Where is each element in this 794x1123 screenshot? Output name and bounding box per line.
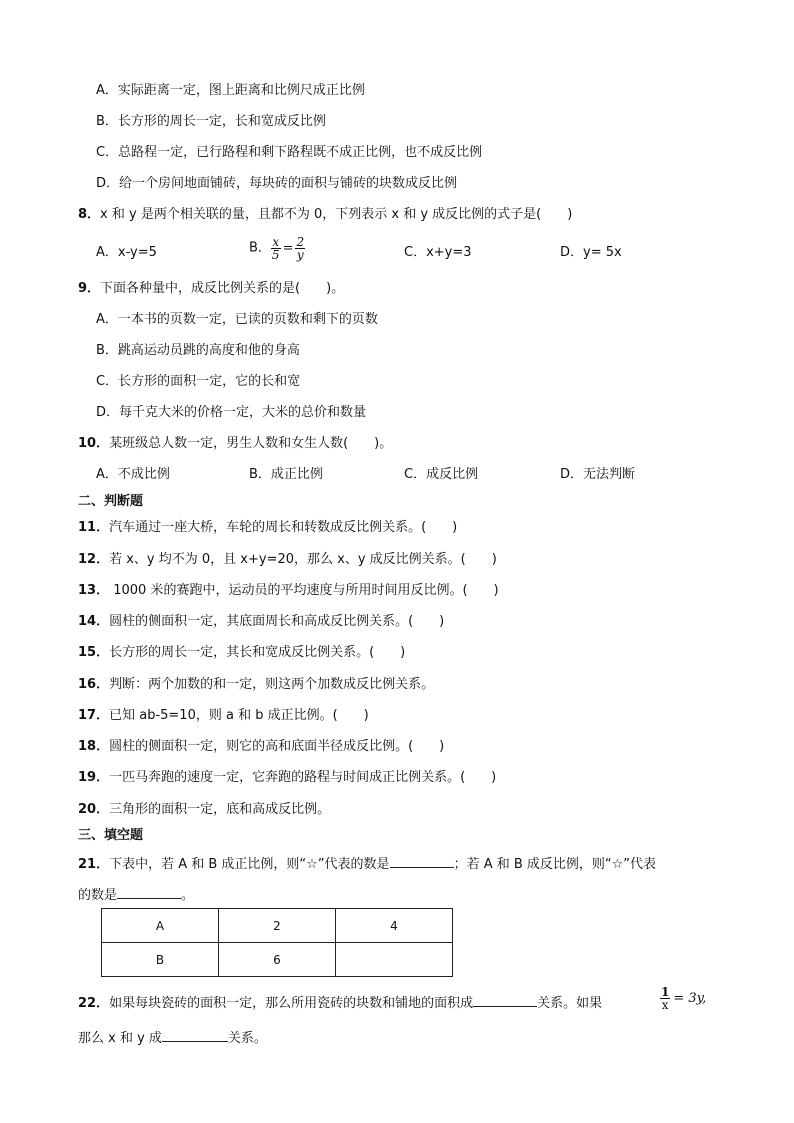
- table-row: [102, 943, 453, 977]
- q20-text: 三角形的面积一定，底和高成反比例。: [109, 802, 331, 817]
- q9-option-b: B．跳高运动员跳的高度和他的身高: [96, 343, 300, 358]
- q22-text-3: 那么 x 和 y 成: [78, 1031, 162, 1046]
- q16-number: 16．: [78, 677, 110, 692]
- q8-b-frac1-den: 5: [271, 248, 280, 262]
- section-3-heading: 三、填空题: [78, 828, 144, 843]
- q13: [78, 582, 499, 600]
- q20: [78, 801, 330, 819]
- table-row: [102, 909, 453, 943]
- q17-text: 已知 ab-5=10，则 a 和 b 成正比例。( ): [109, 708, 369, 723]
- q18-number: 18．: [78, 739, 110, 754]
- q13-text: 1000 米的赛跑中，运动员的平均速度与所用时间用反比例。( ): [109, 583, 499, 598]
- q8-option-a: A．x-y=5: [96, 245, 157, 260]
- q16-text: 判断：两个加数的和一定，则这两个加数成反比例关系。: [109, 677, 435, 692]
- q10-text: 某班级总人数一定，男生人数和女生人数( )。: [109, 436, 393, 451]
- q22-text-2: 关系。如果: [537, 996, 603, 1011]
- q22-frac-den: x: [661, 998, 669, 1012]
- q18-text: 圆柱的侧面积一定，则它的高和底面半径成反比例。( ): [109, 739, 445, 754]
- q22-equation: [660, 986, 706, 1011]
- q7-option-b: B．长方形的周长一定，长和宽成反比例: [96, 114, 326, 129]
- q8-stem: [78, 206, 572, 224]
- q8-text: x 和 y 是两个相关联的量，且都不为 0，下列表示 x 和 y 成反比例的式子是( ): [100, 207, 573, 222]
- q21-text-1: 下表中，若 A 和 B 成正比例，则“☆”代表的数是: [109, 857, 390, 872]
- q14-text: 圆柱的侧面积一定，其底面周长和高成反比例关系。( ): [109, 614, 445, 629]
- q22-text-1: 如果每块瓷砖的面积一定，那么所用瓷砖的块数和铺地的面积成: [109, 996, 474, 1011]
- q9-option-c: C．长方形的面积一定，它的长和宽: [96, 374, 301, 389]
- q22-fraction: [660, 986, 670, 1011]
- q8-option-c: C．x+y=3: [404, 245, 472, 260]
- q7-option-c: C．总路程一定，已行路程和剩下路程既不成正比例，也不成反比例: [96, 145, 483, 160]
- q21-blank-2[interactable]: [117, 884, 181, 899]
- q22-line-1: [78, 992, 602, 1013]
- q10-stem: [78, 435, 392, 453]
- q7-option-a: A．实际距离一定，图上距离和比例尺成正比例: [96, 83, 365, 98]
- q21-line-1: [78, 853, 656, 874]
- q21-text-3: 的数是: [78, 888, 118, 903]
- q10-option-c: C．成反比例: [404, 467, 479, 482]
- q15-text: 长方形的周长一定，其长和宽成反比例关系。( ): [109, 645, 406, 660]
- q21-text-4: 。: [181, 888, 195, 903]
- q10-option-a: A．不成比例: [96, 467, 170, 482]
- q15: [78, 644, 405, 662]
- q13-number: 13．: [78, 583, 110, 598]
- q8-b-frac2-den: y: [296, 248, 304, 262]
- q21-blank-1[interactable]: [390, 853, 454, 868]
- q15-number: 15．: [78, 645, 110, 660]
- q17-number: 17．: [78, 708, 110, 723]
- q21-line-2: [78, 884, 194, 905]
- q19: [78, 769, 496, 787]
- q9-number: 9．: [78, 281, 101, 296]
- q21-number: 21．: [78, 857, 110, 872]
- q18: [78, 738, 444, 756]
- q12-number: 12．: [78, 552, 110, 567]
- table-cell: 6: [219, 943, 336, 977]
- q10-option-b: B．成正比例: [249, 467, 323, 482]
- q19-number: 19．: [78, 770, 110, 785]
- q19-text: 一匹马奔跑的速度一定，它奔跑的路程与时间成正比例关系。( ): [109, 770, 497, 785]
- section-2-heading: 二、判断题: [78, 494, 144, 509]
- q8-b-fraction-2: [295, 236, 305, 261]
- q12: [78, 551, 497, 569]
- q9-text: 下面各种量中，成反比例关系的是( )。: [100, 281, 345, 296]
- q11-number: 11．: [78, 520, 110, 535]
- q14-number: 14．: [78, 614, 110, 629]
- q8-number: 8．: [78, 207, 101, 222]
- q22-blank-1[interactable]: [473, 992, 537, 1007]
- q8-option-d: D．y= 5x: [560, 245, 622, 260]
- q22-number: 22．: [78, 996, 110, 1011]
- q22-text-4: 关系。: [227, 1031, 267, 1046]
- table-cell: [336, 943, 453, 977]
- q9-option-d: D．每千克大米的价格一定，大米的总价和数量: [96, 405, 367, 420]
- q16: [78, 676, 434, 694]
- q21-table: [101, 908, 453, 977]
- table-cell: B: [102, 943, 219, 977]
- table-cell: 2: [219, 909, 336, 943]
- q21-text-2: ；若 A 和 B 成反比例，则“☆”代表: [453, 857, 657, 872]
- q11: [78, 519, 457, 537]
- q22-line-2: [78, 1027, 267, 1048]
- q8-b-equals: =: [282, 240, 294, 256]
- q8-b-fraction-1: [271, 236, 281, 261]
- q22-equation-rhs: = 3y,: [673, 991, 707, 1006]
- q8-b-frac2-num: 2: [296, 235, 305, 249]
- q22-blank-2[interactable]: [162, 1027, 228, 1042]
- q11-text: 汽车通过一座大桥，车轮的周长和转数成反比例关系。( ): [109, 520, 458, 535]
- q9-option-a: A．一本书的页数一定，已读的页数和剩下的页数: [96, 312, 378, 327]
- q10-option-d: D．无法判断: [560, 467, 636, 482]
- table-cell: 4: [336, 909, 453, 943]
- q12-text: 若 x、y 均不为 0，且 x+y=20，那么 x、y 成反比例关系。( ): [109, 552, 497, 567]
- q7-option-d: D．给一个房间地面铺砖，每块砖的面积与铺砖的块数成反比例: [96, 176, 458, 191]
- q10-number: 10．: [78, 436, 110, 451]
- q8-option-b: [249, 236, 305, 261]
- q9-stem: [78, 280, 344, 298]
- table-cell: A: [102, 909, 219, 943]
- q17: [78, 707, 369, 725]
- q14: [78, 613, 444, 631]
- q20-number: 20．: [78, 802, 110, 817]
- q22-frac-num: 1: [661, 985, 670, 999]
- q8-option-b-label: B．: [249, 240, 271, 256]
- q8-b-frac1-num: x: [272, 235, 280, 249]
